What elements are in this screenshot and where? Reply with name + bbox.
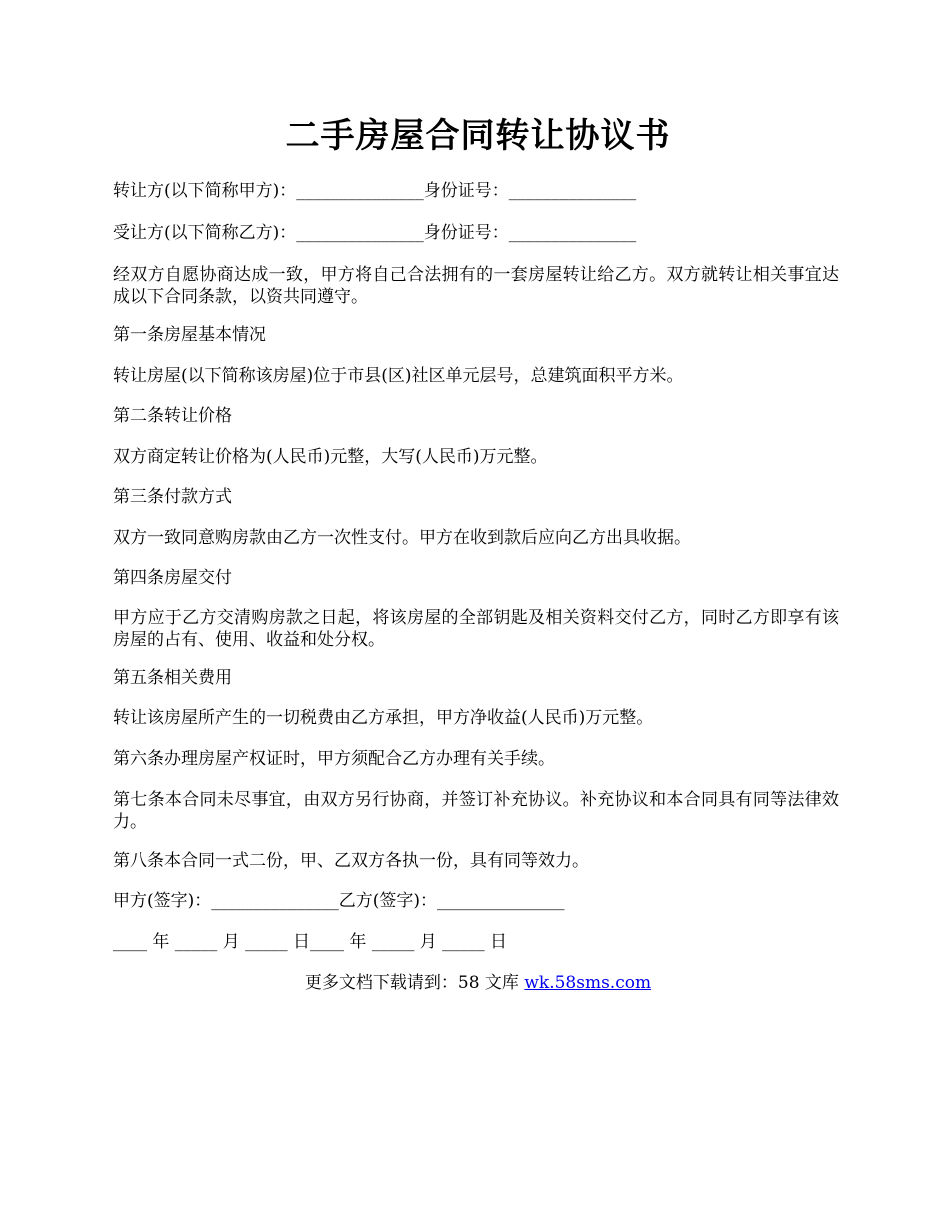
article-4-title: 第四条房屋交付	[113, 568, 232, 588]
article-2-title: 第二条转让价格	[113, 406, 232, 426]
article-7: 第七条本合同未尽事宜，由双方另行协商，并签订补充协议。补充协议和本合同具有同等法律效力。	[113, 790, 839, 832]
footer-prefix: 更多文档下载请到：58 文库	[304, 973, 525, 993]
transferee-line: 受让方(以下简称乙方)：_______________身份证号：_______________	[113, 223, 637, 243]
article-3-body: 双方一致同意购房款由乙方一次性支付。甲方在收到款后应向乙方出具收据。	[113, 528, 691, 548]
article-2-body: 双方商定转让价格为(人民币)元整，大写(人民币)万元整。	[113, 447, 548, 467]
article-1-title: 第一条房屋基本情况	[113, 325, 266, 345]
transferor-line: 转让方(以下简称甲方)：_______________身份证号：_______________	[113, 181, 637, 201]
article-4-body: 甲方应于乙方交清购房款之日起，将该房屋的全部钥匙及相关资料交付乙方，同时乙方即享有该房屋的占有、使用、收益和处分权。	[113, 608, 839, 650]
article-5-title: 第五条相关费用	[113, 668, 232, 688]
article-3-title: 第三条付款方式	[113, 487, 232, 507]
intro-paragraph: 经双方自愿协商达成一致，甲方将自己合法拥有的一套房屋转让给乙方。双方就转让相关事宜达成以下合同条款，以资共同遵守。	[113, 265, 839, 307]
footer-link[interactable]: wk.58sms.com	[524, 973, 652, 993]
date-line: ____ 年 _____ 月 _____ 日____ 年 _____ 月 _____ 日	[113, 932, 508, 952]
article-8: 第八条本合同一式二份，甲、乙双方各执一份，具有同等效力。	[113, 851, 589, 871]
footer-download-note	[113, 972, 843, 995]
article-1-body: 转让房屋(以下简称该房屋)位于市县(区)社区单元层号，总建筑面积平方米。	[113, 366, 684, 386]
document-title: 二手房屋合同转让协议书	[285, 116, 671, 156]
article-6: 第六条办理房屋产权证时，甲方须配合乙方办理有关手续。	[113, 749, 555, 769]
signature-line: 甲方(签字)：_______________乙方(签字)：_______________	[113, 891, 565, 911]
article-5-body: 转让该房屋所产生的一切税费由乙方承担，甲方净收益(人民币)万元整。	[113, 708, 654, 728]
